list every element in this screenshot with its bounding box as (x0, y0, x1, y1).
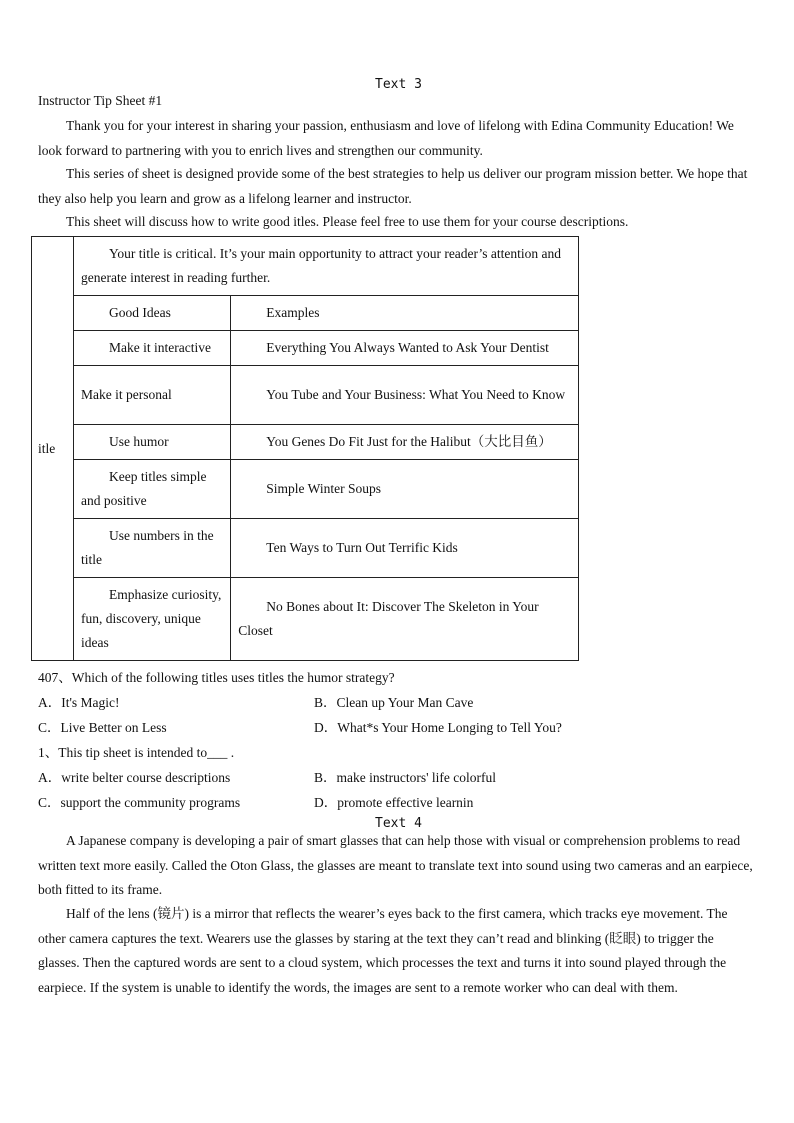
table-intro: Your title is critical. It’s your main opportunity to attract your reader’s attention and generate interest in reading further. (74, 237, 579, 296)
table-row-example: No Bones about It: Discover The Skeleton in Your Closet (231, 578, 579, 661)
table-row-idea: Emphasize curiosity, fun, discovery, unique ideas (74, 578, 231, 661)
question-2-option-d: D．promote effective learnin (314, 795, 474, 810)
text4-paragraph-1: A Japanese company is developing a pair of smart glasses that can help those with visual or comprehension problems to read written text more easily. Called the Oton Glass, the glasses are meant to translate text into sound using two cameras and an earpiece, both fitted to its frame. (38, 833, 753, 897)
question-2-option-c: C．support the community programs (38, 795, 241, 810)
question-1-option-b: B．Clean up Your Man Cave (314, 695, 474, 710)
text4-heading: Text 4 (375, 816, 422, 831)
table-side-label: itle (32, 237, 74, 661)
tip-sheet-title: Instructor Tip Sheet #1 (38, 93, 163, 108)
table-header-examples: Examples (231, 296, 579, 331)
question-1-option-a: A．It's Magic! (38, 695, 120, 710)
text3-paragraph-1: Thank you for your interest in sharing your passion, enthusiasm and love of lifelong with Edina Community Education! We look forward to partnering with you to enrich lives and strengthen our community. (38, 118, 734, 158)
table-row-idea: Use numbers in the title (74, 519, 231, 578)
table-row-idea: Keep titles simple and positive (74, 460, 231, 519)
text3-heading: Text 3 (375, 77, 422, 92)
title-tips-table (31, 236, 579, 661)
text4-paragraph-2: Half of the lens (镜片) is a mirror that reflects the wearer’s eyes back to the first camera, which tracks eye movement. The other camera captures the text. Wearers use the glasses by staring at the text they can’t read and blinking (眨眼) to trigger the glasses. Then the captured words are sent to a cloud system, which processes the text and turns it into sound played through the earpiece. If the system is unable to identify the words, the images are sent to a remote worker who can deal with them. (38, 906, 728, 995)
table-row-idea: Use humor (74, 425, 231, 460)
question-1-option-c: C．Live Better on Less (38, 720, 167, 735)
question-2-option-b: B．make instructors' life colorful (314, 770, 497, 785)
text3-paragraph-3: This sheet will discuss how to write good itles. Please feel free to use them for your course descriptions. (66, 214, 629, 229)
text3-paragraph-2: This series of sheet is designed provide some of the best strategies to help us deliver our program mission better. We hope that they also help you learn and grow as a lifelong learner and instructor. (38, 166, 748, 206)
question-2-stem: 1、This tip sheet is intended to___ . (38, 745, 235, 760)
table-row-example: Everything You Always Wanted to Ask Your Dentist (231, 331, 579, 366)
table-row-idea: Make it personal (74, 366, 231, 425)
table-header-ideas: Good Ideas (74, 296, 231, 331)
table-row-example: Simple Winter Soups (231, 460, 579, 519)
table-row-example: You Tube and Your Business: What You Need to Know (231, 366, 579, 425)
table-row-example: You Genes Do Fit Just for the Halibut（大比目鱼） (231, 425, 579, 460)
question-2-option-a: A．write belter course descriptions (38, 770, 231, 785)
table-row-idea: Make it interactive (74, 331, 231, 366)
question-1-option-d: D．What*s Your Home Longing to Tell You? (314, 720, 562, 735)
question-1-stem: 407、Which of the following titles uses titles the humor strategy? (38, 670, 395, 685)
table-row-example: Ten Ways to Turn Out Terrific Kids (231, 519, 579, 578)
